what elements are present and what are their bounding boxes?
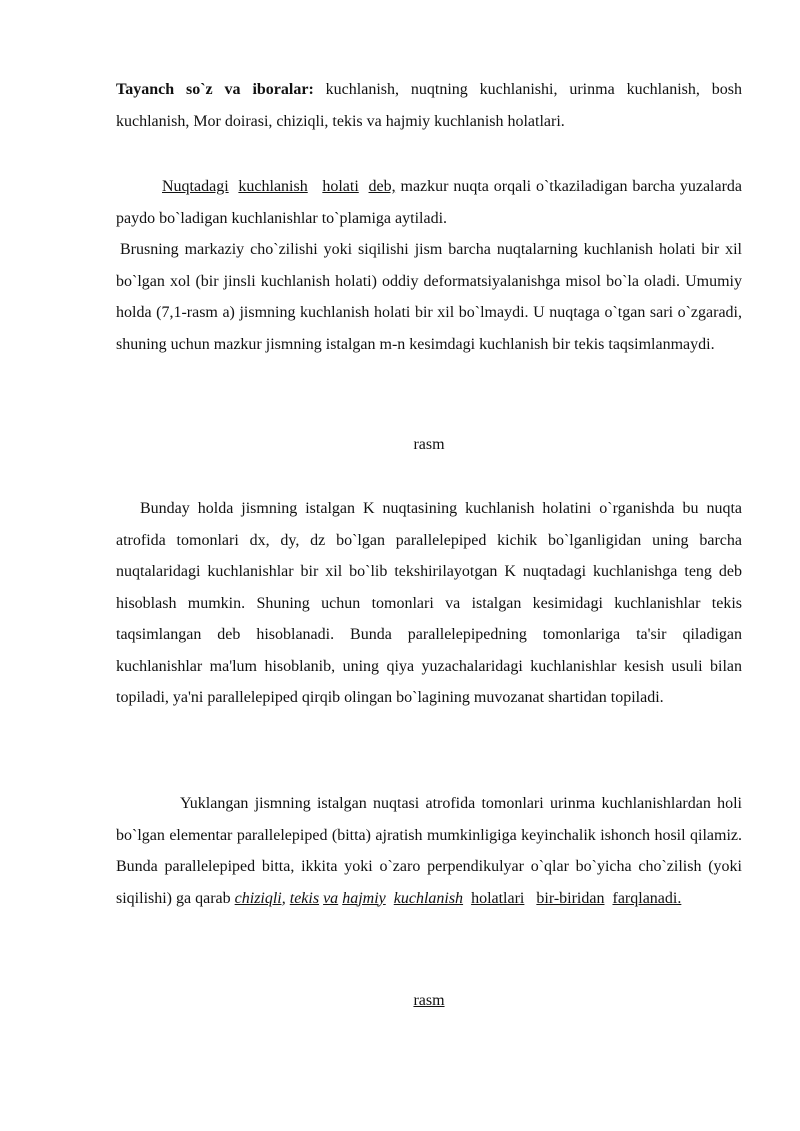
term-farqlanadi: farqlanadi.	[612, 889, 682, 907]
figure-caption-2	[0, 985, 800, 1017]
definition-rest: mazkur nuqta orqali o`tkaziladigan barcha yuzalarda paydo bo`ladigan kuchlanishlar to`plamiga aytiladi.	[116, 178, 743, 227]
term-va: va	[323, 889, 339, 907]
figure-caption-1: rasm	[413, 436, 445, 453]
keywords-label: Tayanch so`z va iboralar:	[116, 81, 314, 98]
keywords-text: kuchlanish, nuqtning kuchlanishi, urinma kuchlanish, bosh kuchlanish, Mor doirasi, chiziqli, tekis va hajmiy kuchlanish holatlari.	[116, 81, 743, 130]
definition-term-2: kuchlanish	[238, 178, 308, 195]
paragraph-brus: Brusning markaziy cho`zilishi yoki siqilishi jism barcha nuqtalarning kuchlanish holati bir xil bo`lgan xol (bir jinsli kuchlanish holati) oddiy deformatsiyalanishga misol bo`la oladi. Umumiy holda (7,1-rasm a) jismning kuchlanish holati bir xil bo`lmaydi. U nuqtaga o`tgan sari o`zgaradi, shuning uchun mazkur jismning istalgan m-n kesimdagi kuchlanish bir tekis taqsimlanmaydi.	[116, 241, 742, 353]
keywords-paragraph	[116, 74, 742, 137]
term-bir-biridan: bir-biridan	[536, 889, 605, 907]
definition-term-1: Nuqtadagi	[162, 178, 229, 195]
definition-paragraph	[116, 171, 742, 234]
term-tekis: tekis	[289, 889, 320, 907]
paragraph-yuklangan	[116, 788, 742, 914]
paragraph-yuklangan-text: Yuklangan jismning istalgan nuqtasi atrofida tomonlari urinma kuchlanishlardan holi bo`lgan elementar parallelepiped (bitta) ajratish mumkinligiga keyinchalik ishonch hosil qilamiz. Bunda parallelepiped bitta, ikkita yoki o`zaro perpendikulyar o`qlar bo`yicha cho`zilish (yoki siqilishi) ga qarab	[116, 795, 742, 907]
paragraph-bunday-holda: Bunday holda jismning istalgan K nuqtasining kuchlanish holatini o`rganishda bu nuqta atrofida tomonlari dx, dy, dz bo`lgan parallelepiped kichik bo`lganligidan uning barcha nuqtalaridagi kuchlanishlar bir xil bo`lib tekshirilayotgan K nuqtadagi kuchlanishga teng deb hisoblash mumkin. Shuning uchun tomonlari va istalgan kesimidagi kuchlanishlar tekis taqsimlangan deb hisoblanadi. Bunda parallelepipedning tomonlariga ta'sir qiladigan kuchlanishlar ma'lum hisoblanib, uning qiya yuzachalaridagi kuchlanishlar kesish usuli bilan topiladi, ya'ni parallelepiped qirqib olingan bo`lagining muvozanat shartidan topiladi.	[116, 500, 742, 706]
figure-caption-2-text: rasm	[413, 992, 445, 1009]
definition-term-3: holati	[322, 178, 359, 195]
term-holatlari: holatlari	[471, 889, 525, 907]
term-kuchlanish: kuchlanish	[393, 889, 464, 907]
definition-term-4: deb,	[368, 178, 396, 195]
term-hajmiy: hajmiy	[342, 889, 386, 907]
term-chiziqli: chiziqli,	[234, 889, 286, 907]
